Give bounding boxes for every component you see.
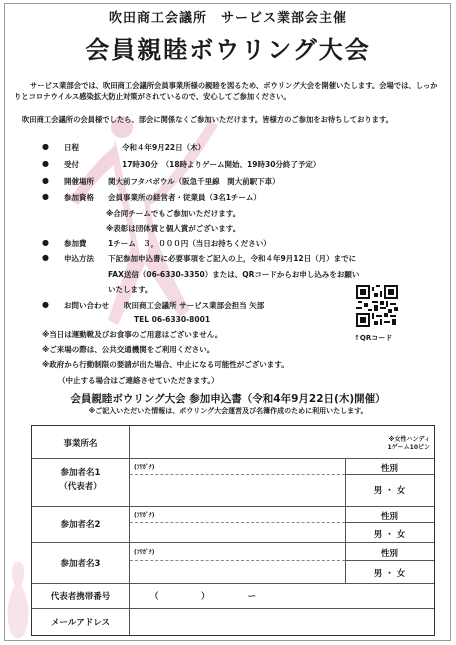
- phone-label: 代表者携帯番号: [50, 592, 111, 602]
- date-value: 令和４年9月22日（木）: [122, 143, 206, 152]
- bowling-pin-decoration: [4, 560, 32, 640]
- reception-value: 17時30分 （18時よりゲーム開始、19時30分終了予定）: [122, 160, 321, 169]
- participant1-sublabel: （代表者）: [59, 482, 102, 492]
- fee-value: 1チーム ３，０００円（当日お持ちください）: [108, 239, 271, 248]
- participant2-gender-label: 性別: [380, 512, 398, 522]
- note-4: （中止する場合はご連絡させていただきます。）: [58, 376, 219, 385]
- date-label: 日程: [64, 143, 79, 152]
- email-field[interactable]: [130, 609, 433, 634]
- bullet-icon: ●: [42, 176, 49, 185]
- apply-value-3: いたします。: [108, 285, 153, 294]
- participant3-gender-options[interactable]: 男 ・ 女: [373, 569, 406, 579]
- handicap-note: ※女性ハンディ 1ゲーム10ピン: [387, 436, 430, 451]
- contact-label: お問い合わせ: [64, 301, 109, 310]
- page-title: 会員親睦ボウリング大会: [85, 36, 371, 64]
- participant2-label: 参加者名2: [60, 520, 101, 530]
- organizer-line: 吹田商工会議所 サービス業部会主催: [108, 11, 347, 26]
- fee-label: 参加費: [64, 239, 87, 248]
- bullet-icon: ●: [42, 159, 49, 168]
- participant2-gender-options[interactable]: 男 ・ 女: [373, 530, 406, 540]
- venue-value: 関大前フタバボウル（阪急千里線 関大前駅下車）: [108, 177, 280, 186]
- participant3-name-field[interactable]: [130, 561, 344, 582]
- participant3-label: 参加者名3: [60, 559, 101, 569]
- company-field[interactable]: [130, 427, 330, 457]
- eligibility-note-1: ※合同チームでもご参加いただけます。: [106, 209, 241, 218]
- participant1-name-field[interactable]: [130, 475, 344, 505]
- bullet-icon: ●: [42, 253, 49, 262]
- intro-paragraph-2: 吹田商工会議所の会員様でしたら、部会に関係なくご参加いただけます。皆様方のご参加をお待ちしております。: [22, 115, 393, 124]
- email-label: メールアドレス: [50, 618, 111, 628]
- apply-value-1: 下記参加申込書に必要事項をご記入の上，令和４年9月12日（月）までに: [108, 254, 357, 263]
- application-form-table: [31, 425, 435, 636]
- note-1: ※当日は運動靴及びお食事のご用意はございません。: [42, 330, 223, 339]
- contact-value: 吹田商工会議所 サービス業部会担当 矢部: [124, 301, 265, 310]
- participant1-furigana-label: (ﾌﾘｶﾞﾅ): [134, 464, 155, 471]
- qr-code[interactable]: [356, 285, 398, 327]
- contact-tel: TEL 06-6330-8001: [134, 315, 211, 324]
- participant1-gender-label: 性別: [380, 464, 398, 474]
- bullet-icon: ●: [42, 238, 49, 247]
- participant1-gender-options[interactable]: 男 ・ 女: [373, 486, 406, 496]
- qr-caption: ↑QRコード: [354, 334, 393, 342]
- eligibility-label: 参加資格: [64, 193, 94, 202]
- eligibility-note-2: ※表彰は団体賞と個人賞がございます。: [106, 224, 241, 233]
- intro-paragraph-1: サービス業部会では、吹田商工会議所会員事業所様の親睦を図るため、ボウリング大会を開催いたします。会場では、しっかりとコロナウイルス感染拡大防止対策がされているので、安心してご参加ください。: [14, 81, 438, 102]
- participant2-furigana-label: (ﾌﾘｶﾞﾅ): [134, 512, 155, 519]
- eligibility-value: 会員事業所の経営者・従業員（3名1チーム）: [108, 193, 261, 202]
- venue-label: 開催場所: [64, 177, 94, 186]
- apply-value-2: FAX送信（06-6330-3350）または、QRコードからお申し込みをお願い: [108, 270, 360, 279]
- bullet-icon: ●: [42, 192, 49, 201]
- note-3: ※政府から行動制限の要請が出た場合、中止になる可能性がございます。: [42, 360, 289, 369]
- note-2: ※ご来場の際は、公共交通機関をご利用ください。: [42, 345, 215, 354]
- participant3-furigana-label: (ﾌﾘｶﾞﾅ): [134, 549, 155, 556]
- bullet-icon: ●: [42, 142, 49, 151]
- bullet-icon: ●: [42, 300, 49, 309]
- participant3-gender-label: 性別: [380, 549, 398, 559]
- company-label: 事業所名: [63, 439, 98, 449]
- participant1-label: 参加者名1: [60, 468, 101, 478]
- reception-label: 受付: [64, 160, 79, 169]
- participant2-name-field[interactable]: [130, 523, 344, 541]
- form-title: 会員親睦ボウリング大会 参加申込書（令和4年9月22日(木)開催）: [70, 393, 386, 405]
- form-note: ※ご記入いただいた情報は、ボウリング大会運営及び名簿作成のために利用いたします。: [88, 407, 368, 415]
- phone-field[interactable]: （ ） ー: [150, 592, 257, 602]
- apply-label: 申込方法: [64, 254, 94, 263]
